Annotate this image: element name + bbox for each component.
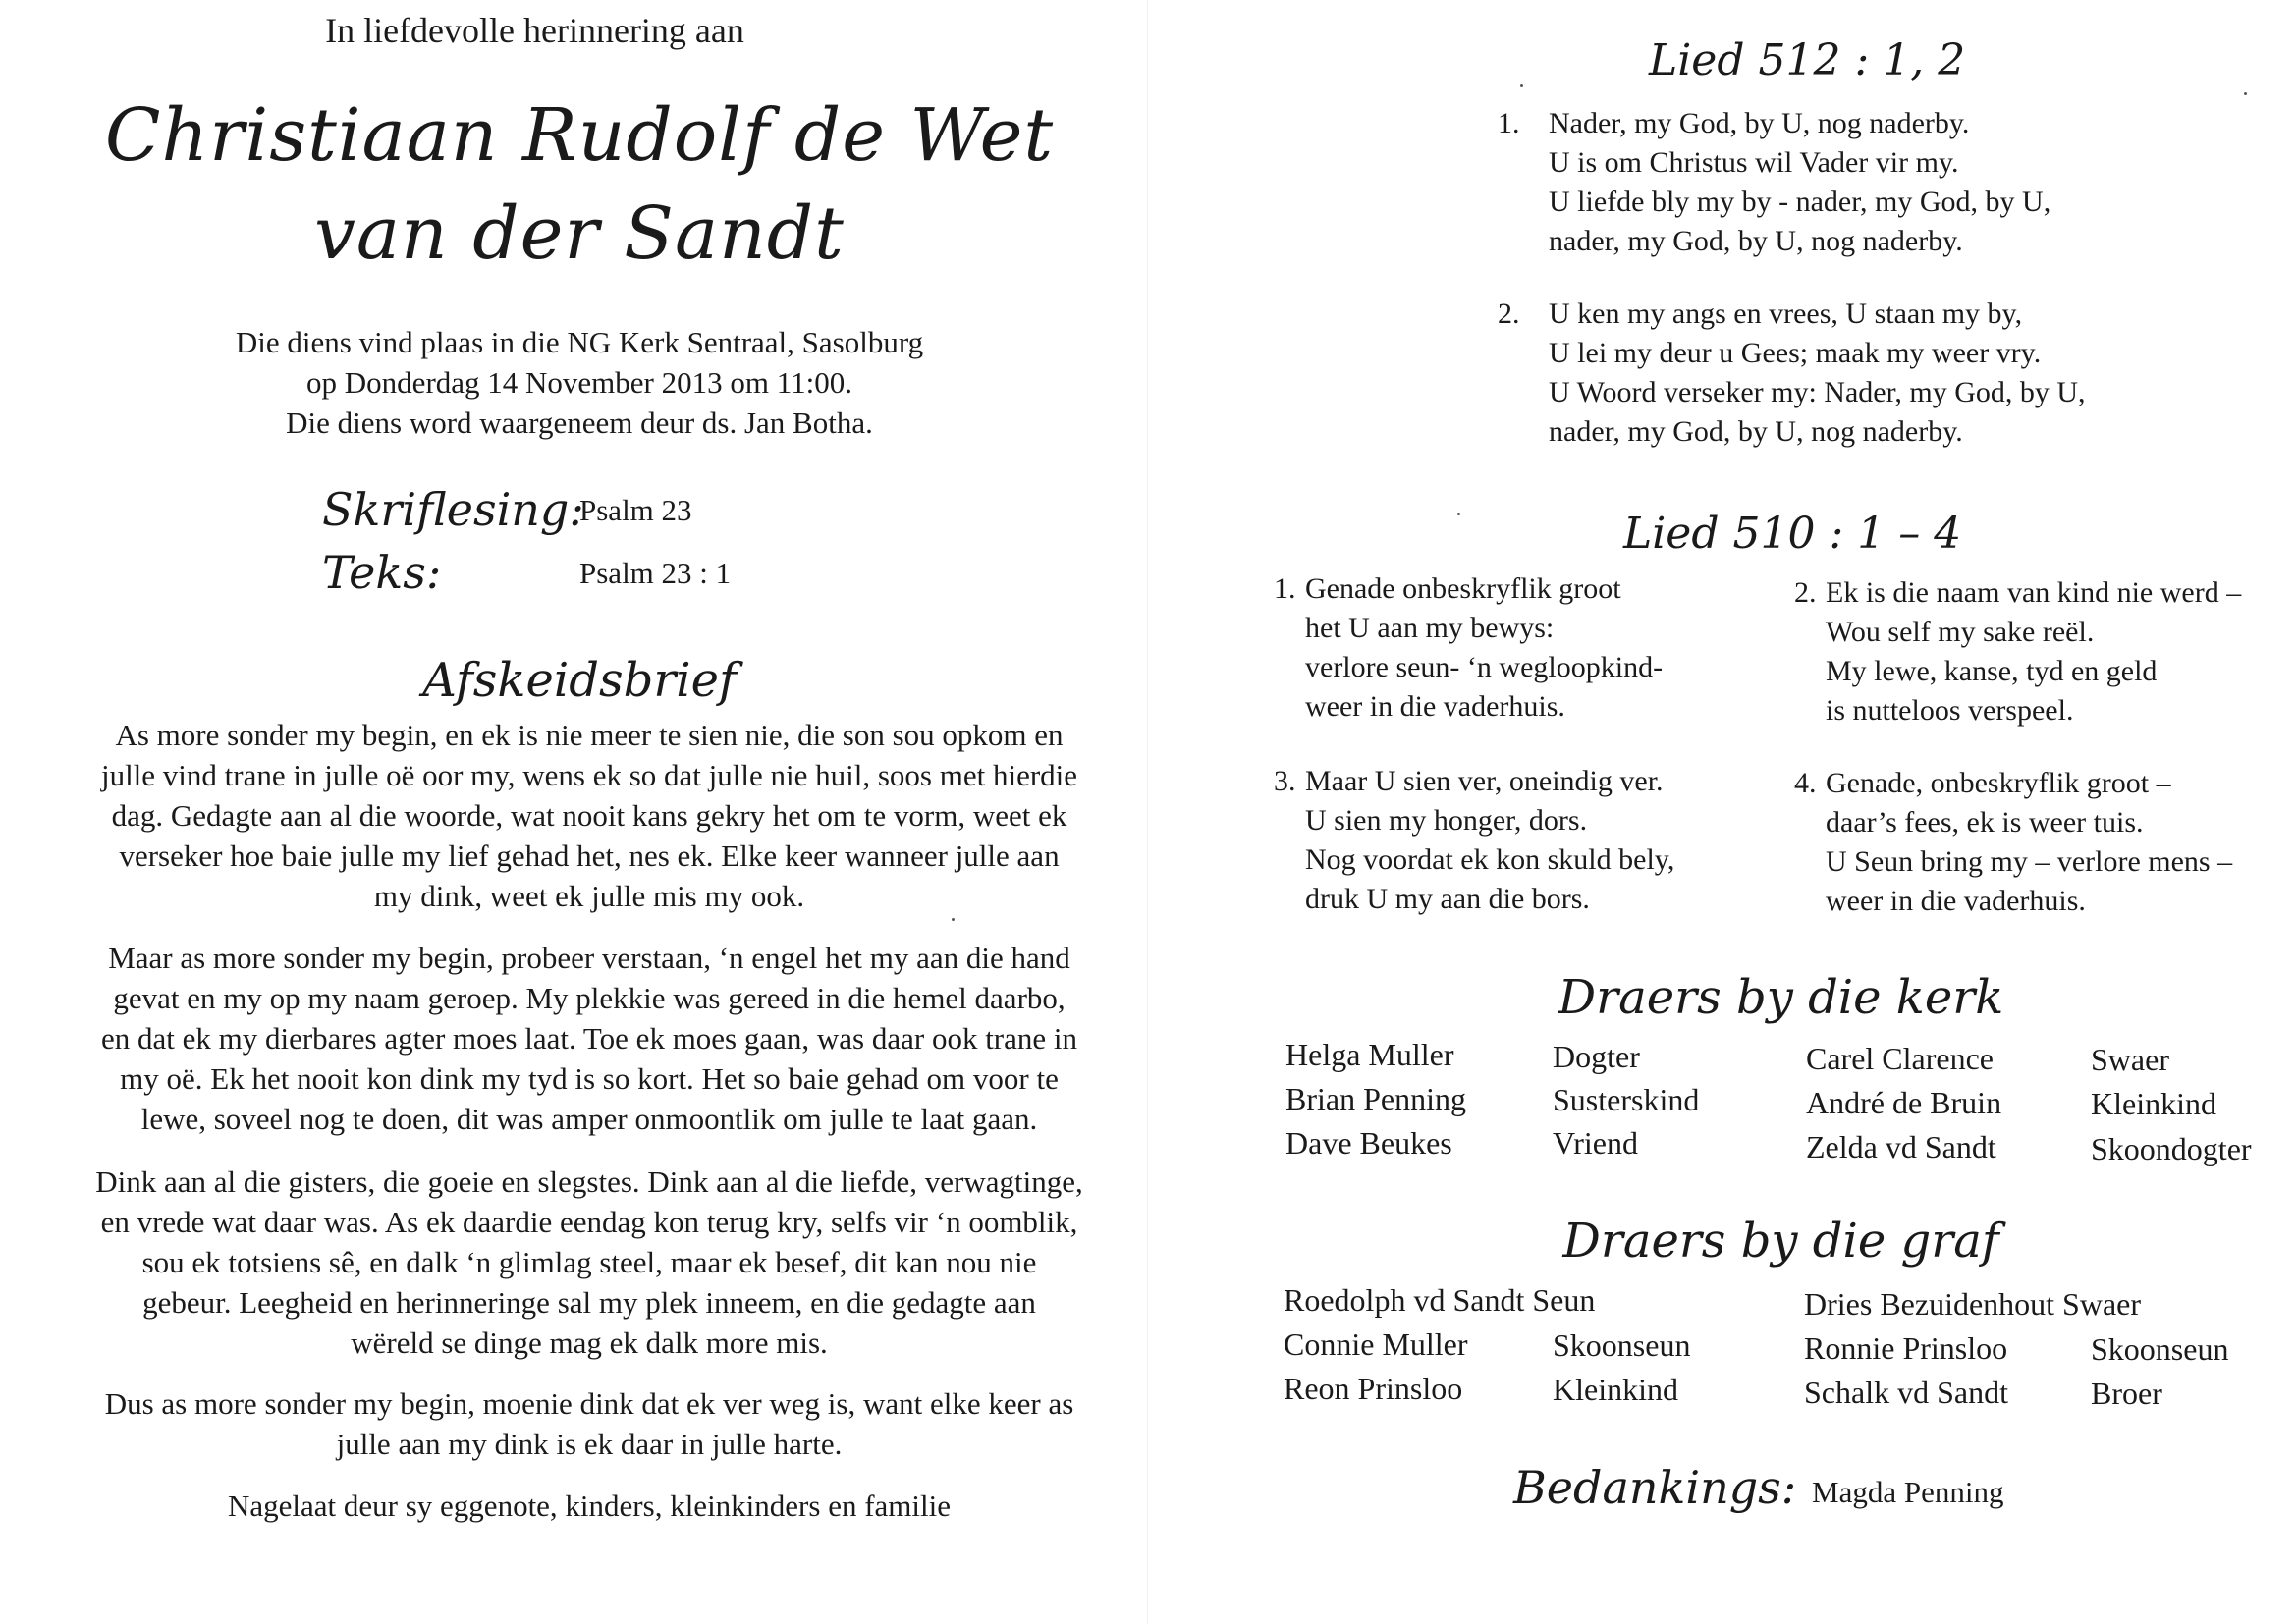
bearer-relation: Kleinkind <box>1553 1372 1678 1407</box>
letter-line: en vrede wat daar was. As ek daardie eendag kon terug kry, selfs vir ‘n oomblik, <box>100 1205 1078 1239</box>
deceased-name-line1: Christiaan Rudolf de Wet <box>104 93 1055 178</box>
verse-line: weer in die vaderhuis. <box>1826 885 2086 917</box>
bearer-name: André de Bruin <box>1806 1085 2002 1120</box>
bearer-relation: Vriend <box>1553 1125 1638 1161</box>
bearer-name: Helga Muller <box>1285 1037 1454 1072</box>
draers-kerk-list <box>1148 1033 2296 1170</box>
verse-line: daar’s fees, ek is weer tuis. <box>1826 806 2144 839</box>
bedankings-value: Magda Penning <box>1812 1475 2004 1509</box>
lied-510-verse-2 <box>1794 573 2285 731</box>
verse-number: 2. <box>1498 298 1520 330</box>
letter-line: gebeur. Leegheid en herinneringe sal my plek inneem, en die gedagte aan <box>142 1285 1036 1320</box>
bearer-name: Schalk vd Sandt <box>1804 1375 2008 1410</box>
letter-line: As more sonder my begin, en ek is nie meer te sien nie, die son sou opkom en <box>115 718 1064 752</box>
bearer-relation: Skoonseun <box>2091 1331 2229 1367</box>
verse-line: Genade onbeskryflik groot <box>1305 572 1621 605</box>
verse-number: 2. <box>1794 576 1817 609</box>
verse-line: U liefde bly my by - nader, my God, by U, <box>1549 186 2051 218</box>
verse-line: Wou self my sake reël. <box>1826 616 2095 648</box>
letter-line: gevat en my op my naam geroep. My plekkie was gereed in die hemel daarbo, <box>113 981 1066 1015</box>
bearer-relation: Dogter <box>1553 1039 1640 1074</box>
scan-speck <box>952 918 955 921</box>
letter-paragraph <box>69 1383 1110 1464</box>
lied-512-verse-1 <box>1498 104 2205 261</box>
skriflesing-label: Skriflesing: <box>322 483 584 536</box>
letter-line: wëreld se dinge mag ek dalk more mis. <box>351 1326 828 1360</box>
letter-line: lewe, soveel nog te doen, dit was amper onmoontlik om julle te laat gaan. <box>140 1102 1038 1136</box>
lied-510-title: Lied 510 : 1 – 4 <box>1623 509 1962 559</box>
letter-closing <box>69 1486 1110 1526</box>
verse-line: nader, my God, by U, nog naderby. <box>1549 415 1963 448</box>
bearer-name: Roedolph vd Sandt Seun <box>1284 1282 1596 1318</box>
letter-line: julle aan my dink is ek daar in julle harte. <box>336 1427 843 1461</box>
bearer-relation: Swaer <box>2091 1042 2169 1077</box>
deceased-name-line2: van der Sandt <box>314 191 845 276</box>
letter-paragraph <box>69 715 1110 916</box>
bearer-relation: Susterskind <box>1553 1082 1700 1117</box>
service-line: Die diens word waargeneem deur ds. Jan Botha. <box>286 406 873 440</box>
letter-line: Nagelaat deur sy eggenote, kinders, kleinkinders en familie <box>228 1489 951 1523</box>
letter-line: verseker hoe baie julle my lief gehad het, nes ek. Elke keer wanneer julle aan <box>119 839 1060 873</box>
verse-number: 1. <box>1498 107 1520 139</box>
bearer-relation: Broer <box>2091 1376 2162 1411</box>
bedankings-label: Bedankings: <box>1513 1461 1797 1514</box>
verse-line: U is om Christus wil Vader vir my. <box>1549 146 1959 179</box>
verse-line: Genade, onbeskryflik groot – <box>1826 767 2171 799</box>
verse-line: U ken my angs en vrees, U staan my by, <box>1549 298 2023 330</box>
verse-line: U Woord verseker my: Nader, my God, by U, <box>1549 376 2086 408</box>
verse-line: verlore seun- ‘n wegloopkind- <box>1305 651 1664 683</box>
letter-line: Maar as more sonder my begin, probeer verstaan, ‘n engel het my aan die hand <box>108 941 1070 975</box>
right-panel <box>1148 0 2296 1624</box>
lied-512-title: Lied 512 : 1, 2 <box>1649 35 1966 85</box>
afskeidsbrief-title: Afskeidsbrief <box>422 653 737 708</box>
verse-line: is nutteloos verspeel. <box>1826 694 2074 727</box>
skriflesing-value: Psalm 23 <box>579 493 692 527</box>
service-line: Die diens vind plaas in die NG Kerk Sentraal, Sasolburg <box>235 325 924 359</box>
lied-512-verse-2 <box>1498 295 2205 452</box>
verse-line: Nader, my God, by U, nog naderby. <box>1549 107 1970 139</box>
letter-line: julle vind trane in julle oë oor my, wens ek so dat julle nie huil, soos met hierdie <box>100 758 1078 792</box>
verse-line: My lewe, kanse, tyd en geld <box>1826 655 2158 687</box>
verse-line: U Seun bring my – verlore mens – <box>1826 845 2233 878</box>
bearer-name: Carel Clarence <box>1806 1041 1994 1076</box>
lied-510-verse-4 <box>1794 764 2285 921</box>
verse-line: het U aan my bewys: <box>1305 612 1555 644</box>
intro-line: In liefdevolle herinnering aan <box>325 11 744 50</box>
scan-speck <box>1520 84 1523 87</box>
service-line: op Donderdag 14 November 2013 om 11:00. <box>306 365 852 400</box>
letter-paragraph <box>69 1162 1110 1363</box>
letter-line: Dink aan al die gisters, die goeie en slegstes. Dink aan al die liefde, verwagtinge, <box>95 1164 1083 1199</box>
verse-line: Ek is die naam van kind nie werd – <box>1826 576 2242 609</box>
letter-paragraph <box>69 938 1110 1139</box>
verse-number: 4. <box>1794 767 1817 799</box>
bearer-name: Connie Muller <box>1284 1326 1468 1362</box>
bearer-name: Dave Beukes <box>1285 1125 1452 1161</box>
verse-line: Maar U sien ver, oneindig ver. <box>1305 765 1664 797</box>
verse-line: weer in die vaderhuis. <box>1305 690 1565 723</box>
letter-line: my dink, weet ek julle mis my ook. <box>373 879 805 913</box>
bearer-relation: Kleinkind <box>2091 1086 2216 1121</box>
letter-line: Dus as more sonder my begin, moenie dink dat ek ver weg is, want elke keer as <box>104 1386 1074 1421</box>
lied-510-verse-3 <box>1274 762 1745 919</box>
letter-line: dag. Gedagte aan al die woorde, wat nooit kans gekry het om te vorm, weet ek <box>111 798 1067 833</box>
draers-graf-list <box>1148 1278 2296 1416</box>
bearer-name: Brian Penning <box>1285 1081 1466 1116</box>
lied-510-verse-1 <box>1274 569 1745 727</box>
service-details <box>0 322 1198 443</box>
bearer-name: Zelda vd Sandt <box>1806 1129 1996 1164</box>
verse-line: U lei my deur u Gees; maak my weer vry. <box>1549 337 2042 369</box>
draers-graf-title: Draers by die graf <box>1562 1214 1999 1269</box>
bearer-name: Dries Bezuidenhout Swaer <box>1804 1286 2142 1322</box>
bearer-relation: Skoondogter <box>2091 1131 2252 1166</box>
letter-line: sou ek totsiens sê, en dalk ‘n glimlag steel, maar ek besef, dit kan nou nie <box>141 1245 1037 1279</box>
verse-line: druk U my aan die bors. <box>1305 883 1590 915</box>
letter-line: en dat ek my dierbares agter moes laat. Toe ek moes gaan, was daar ook trane in <box>100 1021 1078 1056</box>
letter-line: my oë. Ek het nooit kon dink my tyd is so kort. Het so baie gehad om voor te <box>120 1061 1059 1096</box>
verse-line: U sien my honger, dors. <box>1305 804 1588 837</box>
bearer-name: Ronnie Prinsloo <box>1804 1330 2008 1366</box>
verse-line: Nog voordat ek kon skuld bely, <box>1305 843 1675 876</box>
verse-number: 1. <box>1274 572 1296 605</box>
verse-line: nader, my God, by U, nog naderby. <box>1549 225 1963 257</box>
teks-label: Teks: <box>322 546 442 599</box>
verse-number: 3. <box>1274 765 1296 797</box>
scan-speck <box>1457 513 1460 515</box>
teks-value: Psalm 23 : 1 <box>579 556 732 590</box>
bearer-relation: Skoonseun <box>1553 1327 1691 1363</box>
bearer-name: Reon Prinsloo <box>1284 1371 1463 1406</box>
scan-speck <box>2244 92 2247 95</box>
draers-kerk-title: Draers by die kerk <box>1558 970 2004 1025</box>
